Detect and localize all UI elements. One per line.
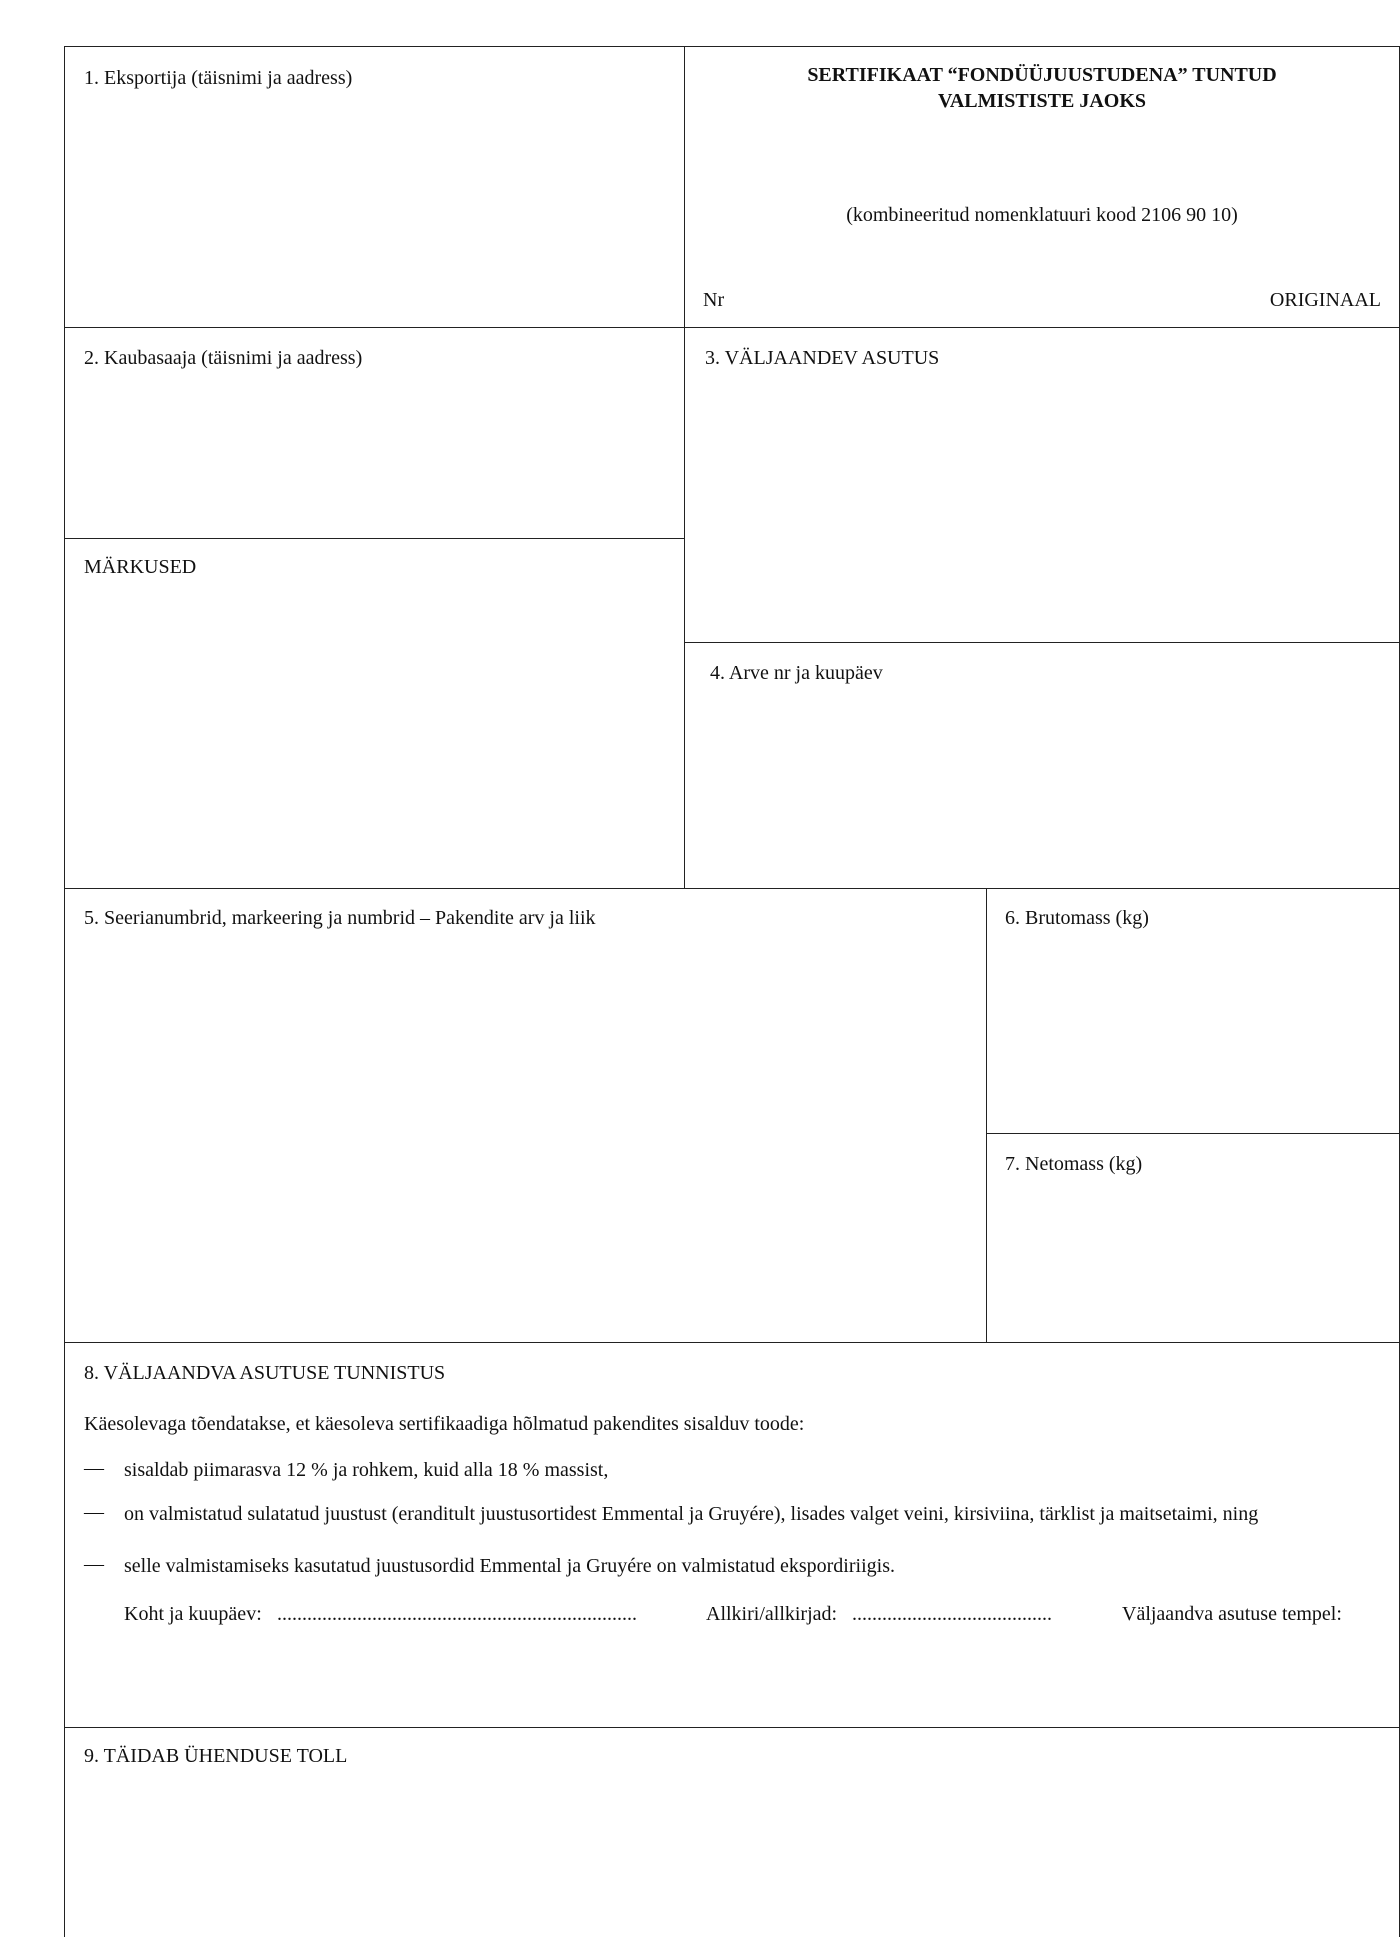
box9-customs-label: 9. TÄIDAB ÜHENDUSE TOLL bbox=[84, 1745, 348, 1767]
certificate-title bbox=[684, 62, 1400, 114]
box4-invoice-label: 4. Arve nr ja kuupäev bbox=[710, 662, 883, 684]
divider-box8 bbox=[64, 1342, 1400, 1343]
bullet-dash-3: — bbox=[84, 1553, 104, 1575]
divider-col-mass bbox=[986, 888, 987, 1342]
divider-box7 bbox=[986, 1133, 1400, 1134]
signature-field[interactable]: ........................................ bbox=[852, 1603, 1052, 1625]
nomenclature-code-note: (kombineeritud nomenklatuuri kood 2106 90 10) bbox=[846, 204, 1238, 226]
bullet-dash-1: — bbox=[84, 1457, 104, 1479]
box8-certification-label: 8. VÄLJAANDVA ASUTUSE TUNNISTUS bbox=[84, 1362, 446, 1384]
divider-row1 bbox=[64, 327, 1400, 328]
box2-consignee-label: 2. Kaubasaaja (täisnimi ja aadress) bbox=[84, 347, 363, 369]
certificate-form bbox=[64, 46, 1400, 1937]
certificate-number-label: Nr bbox=[703, 289, 725, 311]
signature-label: Allkiri/allkirjad: bbox=[706, 1603, 838, 1625]
divider-remarks bbox=[64, 538, 685, 539]
box5-packages-label: 5. Seerianumbrid, markeering ja numbrid – Pakendite arv ja liik bbox=[84, 907, 596, 929]
stamp-label: Väljaandva asutuse tempel: bbox=[1122, 1603, 1342, 1625]
bullet-dash-2: — bbox=[84, 1501, 104, 1523]
title-line-1: SERTIFIKAAT “FONDÜÜJUUSTUDENA” TUNTUD bbox=[807, 64, 1277, 86]
certification-item-1: sisaldab piimarasva 12 % ja rohkem, kuid alla 18 % massist, bbox=[124, 1459, 609, 1481]
original-label: ORIGINAAL bbox=[1269, 289, 1381, 311]
place-date-field[interactable]: ........................................................................ bbox=[277, 1603, 637, 1625]
remarks-label: MÄRKUSED bbox=[84, 556, 197, 578]
certification-intro: Käesolevaga tõendatakse, et käesoleva sertifikaadiga hõlmatud pakendites sisalduv toode: bbox=[84, 1413, 805, 1435]
divider-box4 bbox=[685, 642, 1400, 643]
box3-issuing-authority-label: 3. VÄLJAANDEV ASUTUS bbox=[705, 347, 940, 369]
divider-row3 bbox=[64, 888, 1400, 889]
divider-col-upper bbox=[684, 46, 685, 888]
box7-net-mass-label: 7. Netomass (kg) bbox=[1005, 1153, 1143, 1175]
certification-item-2: on valmistatud sulatatud juustust (eranditult juustusortidest Emmental ja Gruyére), lisades valget veini, kirsiviina, tärklist ja maitsetaimi, ning bbox=[124, 1503, 1259, 1525]
box1-exporter-label: 1. Eksportija (täisnimi ja aadress) bbox=[84, 67, 353, 89]
box6-gross-mass-label: 6. Brutomass (kg) bbox=[1005, 907, 1149, 929]
title-line-2: VALMISTISTE JAOKS bbox=[937, 90, 1147, 112]
divider-box9 bbox=[64, 1727, 1400, 1728]
place-date-label: Koht ja kuupäev: bbox=[124, 1603, 262, 1625]
certification-item-3: selle valmistamiseks kasutatud juustusordid Emmental ja Gruyére on valmistatud ekspordiriigis. bbox=[124, 1555, 895, 1577]
